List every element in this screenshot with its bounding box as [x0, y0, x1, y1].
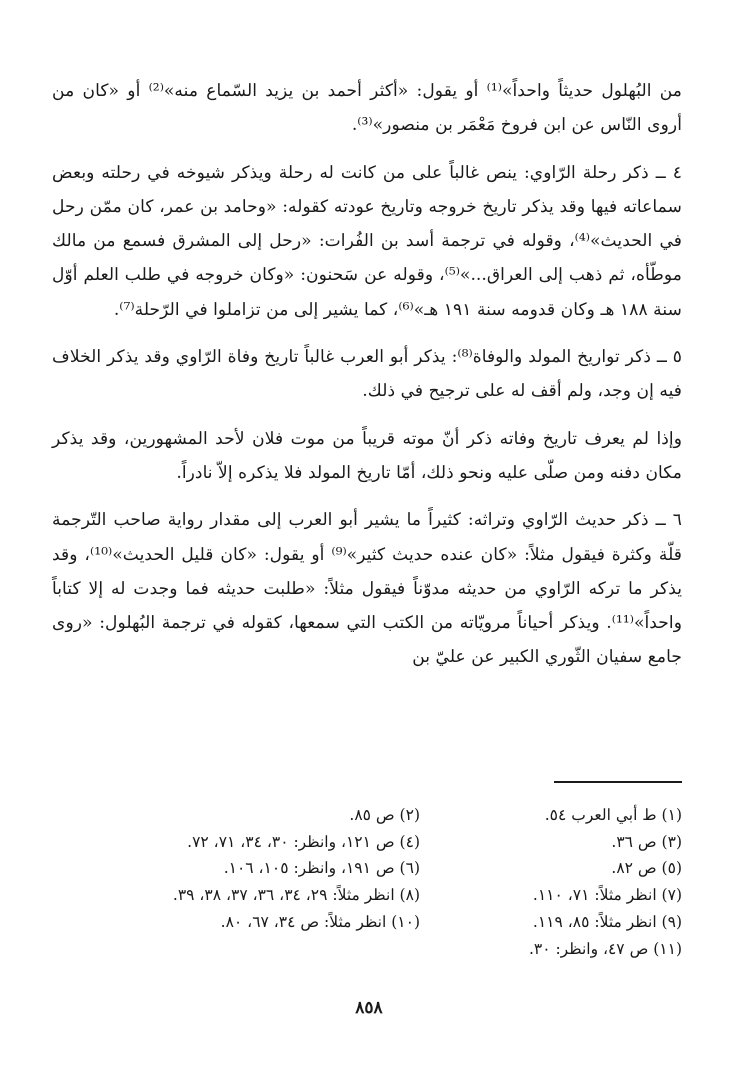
footnote: (٥) ص ٨٢. — [611, 859, 682, 878]
footnote: (٦) ص ١٩١، وانظر: ١٠٥، ١٠٦. — [223, 859, 420, 878]
footnotes-left-column — [173, 802, 420, 936]
footnotes-right-column — [529, 802, 682, 962]
footnote: (٢) ص ٨٥. — [349, 806, 420, 824]
paragraph-continuation: من البُهلول حديثاً واحداً»⁽¹⁾ أو يقول: «أكثر أحمد بن يزيد السّماع منه»⁽²⁾ أو «كان من أروى النّاس عن ابن فروخ مَعْمَر بن منصور»⁽³⁾. — [52, 81, 682, 136]
paragraph-hadith: ٦ ــ ذكر حديث الرّاوي وتراثه: كثيراً ما يشير أبو العرب إلى مقدار رواية صاحب التّرجمة قلّة وكثرة فيقول مثلاً: «كان عنده حديث كثير»⁽⁹⁾ أو يقول: «كان قليل الحديث»⁽¹⁰⁾، وقد يذكر ما تركه الرّاوي من حديثه مدوّناً فيقول مثلاً: «طلبت حديثه فما وجدت له إلا كتاباً واحداً»⁽¹¹⁾. ويذكر أحياناً مرويّاته من الكتب التي سمعها، كقوله في ترجمة البُهلول: «روى جامع سفيان الثّوري الكبير عن عليّ بن — [52, 510, 682, 668]
footnote: (٣) ص ٣٦. — [611, 832, 682, 851]
footnote: (٩) انظر مثلاً: ٨٥، ١١٩. — [532, 912, 682, 931]
footnote: (٧) انظر مثلاً: ٧١، ١١٠. — [532, 886, 682, 905]
footnote: (١١) ص ٤٧، وانظر: ٣٠. — [528, 939, 682, 958]
footnote: (٨) انظر مثلاً: ٢٩، ٣٤، ٣٦، ٣٧، ٣٨، ٣٩. — [172, 886, 420, 905]
footnote: (١٠) انظر مثلاً: ص ٣٤، ٦٧، ٨٠. — [220, 912, 420, 931]
page-number: ٨٥٨ — [355, 998, 383, 1018]
paragraph-death-unknown: وإذا لم يعرف تاريخ وفاته ذكر أنّ موته قريباً من موت فلان لأحد المشهورين، وقد يذكر مكان دفنه ومن صلّى عليه ونحو ذلك، أمّا تاريخ المولد فلا يذكره إلاّ نادراً. — [52, 428, 682, 483]
paragraph-birth-death: ٥ ــ ذكر تواريخ المولد والوفاة⁽⁸⁾: يذكر أبو العرب غالباً تاريخ وفاة الرّاوي وقد يذكر الخلاف فيه إن وجد، ولم أقف له على ترجيح في ذلك. — [52, 347, 683, 402]
footnote-divider — [554, 781, 682, 783]
footnote: (٤) ص ١٢١، وانظر: ٣٠، ٣٤، ٧١، ٧٢. — [187, 832, 420, 851]
footnote: (١) ط أبي العرب ٥٤. — [544, 806, 682, 824]
main-text — [52, 74, 682, 688]
paragraph-travel: ٤ ــ ذكر رحلة الرّاوي: ينص غالباً على من كانت له رحلة ويذكر شيوخه في رحلته وبعض سماعاته فيها وقد يذكر تاريخ خروجه وتاريخ عودته كقوله: «وحامد بن عمر، كان ممّن رحل في الحديث»⁽⁴⁾، وقوله في ترجمة أسد بن الفُرات: «رحل إلى المشرق فسمع من مالك موطّأه، ثم ذهب إلى العراق...»⁽⁵⁾، وقوله عن سَحنون: «وكان خروجه في طلب العلم أوّل سنة ١٨٨ هـ وكان قدومه سنة ١٩١ هـ»⁽⁶⁾، كما يشير إلى من تزاملوا في الرّحلة⁽⁷⁾. — [52, 162, 683, 320]
